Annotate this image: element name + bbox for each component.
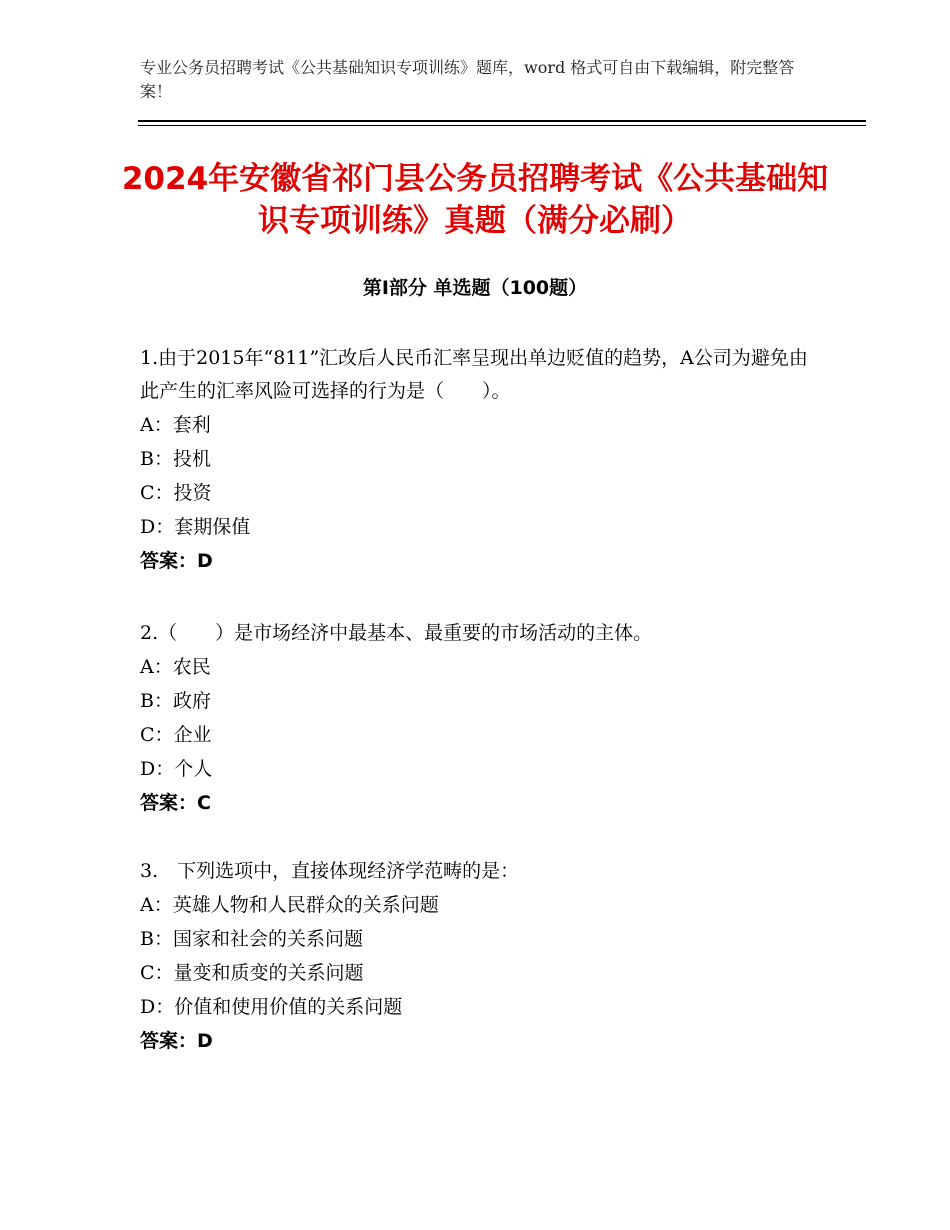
option-d: D：个人 — [140, 758, 213, 780]
answer: 答案：D — [140, 550, 213, 572]
answer: 答案：C — [140, 792, 211, 814]
header-rule-thick — [138, 120, 866, 122]
answer: 答案：D — [140, 1030, 213, 1052]
option-a: A：农民 — [140, 656, 211, 678]
section-title: 第Ⅰ部分 单选题（100题） — [362, 277, 588, 299]
question-stem: 1.由于2015年“811”汇改后人民币汇率呈现出单边贬值的趋势，A公司为避免由此产生的汇率风险可选择的行为是（ ）。 — [140, 347, 808, 402]
option-c: C：企业 — [140, 724, 212, 746]
option-d: D：套期保值 — [140, 516, 251, 538]
option-a: A：套利 — [140, 414, 211, 436]
question-3 — [140, 854, 820, 1058]
question-2 — [140, 616, 820, 820]
option-c: C：量变和质变的关系问题 — [140, 962, 364, 984]
question-stem: 2.（ ）是市场经济中最基本、最重要的市场活动的主体。 — [140, 622, 653, 644]
question-1 — [140, 342, 820, 578]
option-d: D：价值和使用价值的关系问题 — [140, 996, 403, 1018]
header-rule-thin — [138, 125, 866, 126]
header-note: 专业公务员招聘考试《公共基础知识专项训练》题库，word 格式可自由下载编辑，附完整答案！ — [140, 58, 795, 101]
option-b: B：政府 — [140, 690, 211, 712]
option-b: B：投机 — [140, 448, 211, 470]
option-c: C：投资 — [140, 482, 212, 504]
document-title: 2024年安徽省祁门县公务员招聘考试《公共基础知识专项训练》真题（满分必刷） — [121, 161, 829, 239]
option-a: A：英雄人物和人民群众的关系问题 — [140, 894, 439, 916]
option-b: B：国家和社会的关系问题 — [140, 928, 363, 950]
question-stem: 3. 下列选项中，直接体现经济学范畴的是： — [140, 860, 520, 882]
